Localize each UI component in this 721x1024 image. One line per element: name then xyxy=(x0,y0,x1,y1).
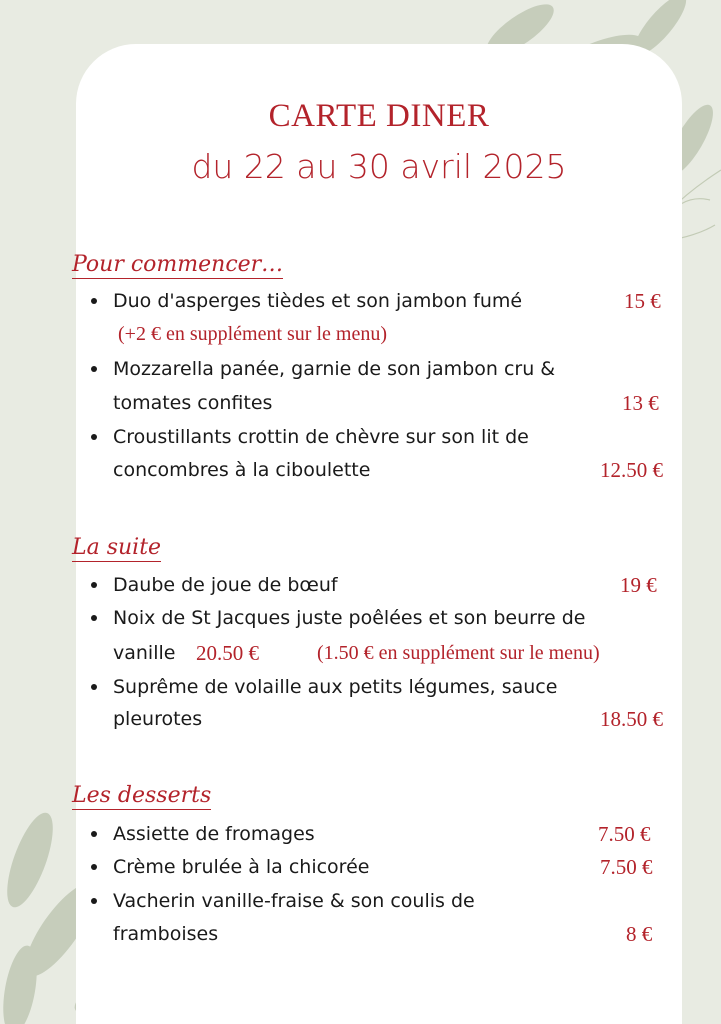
item-line: vanille xyxy=(113,642,176,664)
menu-title: CARTE DINER xyxy=(268,98,490,134)
item-price: 18.50 € xyxy=(600,707,663,731)
item-line: Duo d'asperges tièdes et son jambon fumé xyxy=(113,290,523,312)
item-line: Daube de joue de bœuf xyxy=(113,574,338,596)
bullet xyxy=(91,434,97,440)
item-line: Croustillants crottin de chèvre sur son lit de xyxy=(113,426,529,448)
bullet xyxy=(91,684,97,690)
item-price: 7.50 € xyxy=(598,822,651,846)
bullet xyxy=(91,898,97,904)
item-line: Noix de St Jacques juste poêlées et son beurre de xyxy=(113,607,586,629)
bullet xyxy=(91,831,97,837)
item-note: (1.50 € en supplément sur le menu) xyxy=(317,642,600,664)
item-price: 20.50 € xyxy=(196,641,259,665)
section-heading-mains: La suite xyxy=(72,535,162,560)
item-price: 15 € xyxy=(624,289,661,313)
item-line: Mozzarella panée, garnie de son jambon cru & xyxy=(113,358,556,380)
item-line: Vacherin vanille-fraise & son coulis de xyxy=(113,890,475,912)
item-line: pleurotes xyxy=(113,708,203,730)
item-line: concombres à la ciboulette xyxy=(113,459,371,481)
bullet xyxy=(91,366,97,372)
item-line: tomates confites xyxy=(113,392,273,414)
item-price: 7.50 € xyxy=(600,855,653,879)
section-heading-starters: Pour commencer… xyxy=(72,252,284,277)
bullet xyxy=(91,298,97,304)
bullet xyxy=(91,582,97,588)
item-price: 8 € xyxy=(626,922,653,946)
section-heading-desserts: Les desserts xyxy=(72,783,212,808)
bullet xyxy=(91,615,97,621)
item-price: 12.50 € xyxy=(600,458,663,482)
item-price: 13 € xyxy=(622,391,659,415)
item-price: 19 € xyxy=(620,573,657,597)
menu-dates: du 22 au 30 avril 2025 xyxy=(191,147,567,186)
item-note: (+2 € en supplément sur le menu) xyxy=(118,323,387,345)
item-line: Crème brulée à la chicorée xyxy=(113,856,370,878)
item-line: Assiette de fromages xyxy=(113,823,315,845)
item-line: Suprême de volaille aux petits légumes, sauce xyxy=(113,676,558,698)
bullet xyxy=(91,864,97,870)
item-line: framboises xyxy=(113,923,219,945)
